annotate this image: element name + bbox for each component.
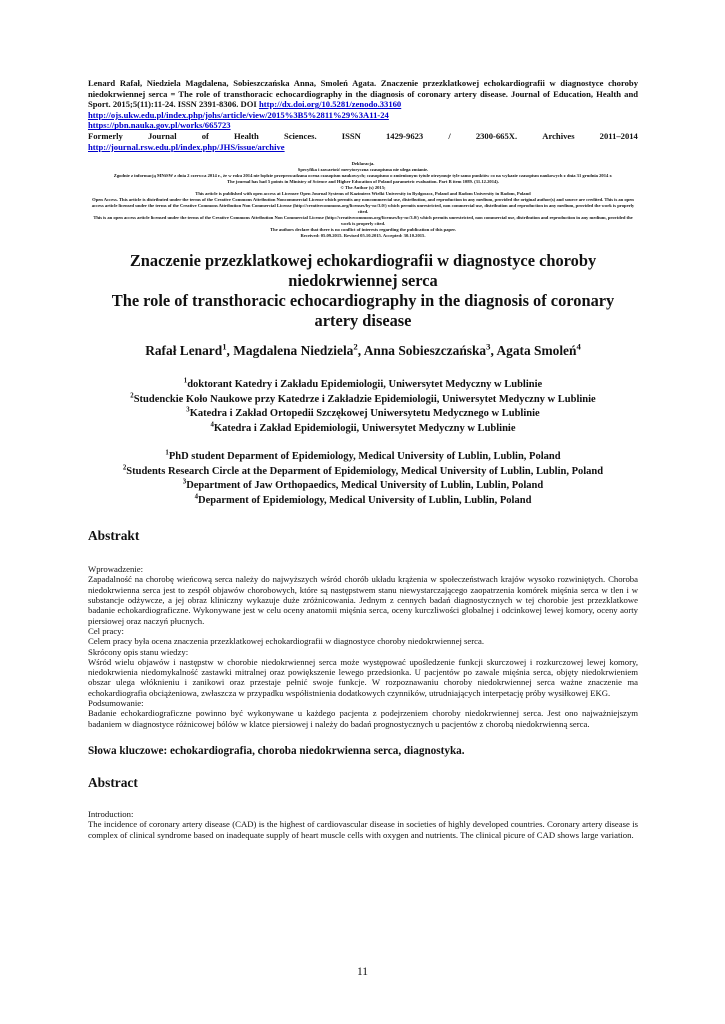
affiliation-text: Studenckie Koło Naukowe przy Katedrze i Zakładzie Epidemiologii, Uniwersytet Medyczny w Lublinie (133, 393, 596, 405)
abstract-paragraph: Wprowadzenie: (88, 564, 143, 575)
abstract-paragraph: Introduction: (88, 808, 134, 819)
affiliation-text: Katedra i Zakład Epidemiologii, Uniwersytet Medyczny w Lublinie (213, 422, 516, 434)
affiliation-text: Katedra i Zakład Ortopedii Szczękowej Uniwersytetu Medycznego w Lublinie (189, 408, 540, 420)
declaration-line: Deklaracja. (351, 161, 375, 167)
pbn-link[interactable]: https://pbn.nauka.gov.pl/works/665723 (88, 120, 231, 131)
formerly-word: ISSN (341, 130, 361, 141)
abstract-paragraph: Podsumowanie: (88, 698, 144, 709)
affiliation-text: Deparment of Epidemiology, Medical University of Lublin, Lublin, Poland (198, 494, 532, 506)
abstract-paragraph: Wśród wielu objawów i następstw w chorobie niedokrwiennej serca może występować upośledzenie funkcji skurczowej i rozkurczowej lewej komory, niedokrwienia niedomykalność zastawki mitralnej oraz powiększenie lewego przedsionka. U pacjentów po zawale mięśnia serca, objęty niedokrwieniem obszar ulega włóknieniu i zanikowi oraz przestaje pełnić swoje funkcje. W rozpoznawaniu choroby niedokrwiennej serca ważne znaczenie ma echokardiografia obciążeniowa, zwłaszcza w przypadku współistnienia dodatkowych czynników, utrudniających interpetację próby wysiłkowej EKG. (88, 656, 638, 698)
affiliation-text: doktorant Katedry i Zakładu Epidemiologii, Uniwersytet Medyczny w Lublinie (187, 379, 543, 391)
citation-block (88, 78, 638, 152)
formerly-word: Archives (542, 130, 575, 141)
author-name: Magdalena Niedziela (233, 343, 354, 359)
formerly-word: of (201, 130, 209, 141)
affiliation-line (88, 422, 638, 437)
declaration-block (88, 161, 638, 239)
formerly-word: Formerly (88, 130, 123, 141)
affiliation-line (88, 479, 638, 494)
affiliation-line (88, 378, 638, 393)
formerly-line (88, 131, 638, 142)
declaration-line: This article is published with open access at Licensee Open Journal Systems of Kazimierz Wielki University in Bydgoszcz, Poland and Radom University in Radom, Poland (195, 191, 531, 197)
affiliation-text: Students Research Circle at the Deparment of Epidemiology, Medical University of Lublin, Lublin, Poland (126, 465, 604, 477)
page-content (88, 78, 638, 840)
affiliation-number: 2 (122, 464, 127, 472)
author-affiliation-number: 3 (486, 341, 491, 352)
article-title (88, 251, 638, 331)
affiliation-line (88, 393, 638, 408)
ojs-link[interactable]: http://ojs.ukw.edu.pl/index.php/johs/article/view/2015%3B5%2811%29%3A11-24 (88, 109, 389, 120)
declaration-line: Open Access. This article is distributed under the terms of the Creative Commons Attribution Noncommercial License which permits any noncommercial use, distribution, and reproduction in any medium, provided the original author(s) and source are credited. This is an open access article licensed under the terms of the Creative Commons Attribution Non Commercial License (http://creativecommons.org/licenses/by-nc/3.0/) which permits unrestricted, non commercial use, distribution and reproduction in any medium, provided the work is properly cited. (91, 197, 635, 215)
declaration-line: This is an open access article licensed under the terms of the Creative Commons Attribution Non Commercial License (http://creativecommons.org/licenses/by-nc/3.0/) which permits unrestricted, non commercial use, distribution and reproduction in any medium, provided the work is properly cited. (93, 215, 633, 227)
abstract-paragraph: The incidence of coronary artery disease (CAD) is the highest of cardiovascular disease in societies of highly developed countries. Coronary artery disease is complex of clinical syndrome based on inadequate supply of heart muscle cells with oxygen and nutrients. The clinical picure of CAD shows large variation. (88, 819, 638, 840)
author-separator: , (490, 343, 497, 359)
abstract-paragraph: Cel pracy: (88, 625, 124, 636)
formerly-word: 1429-9623 (385, 130, 424, 141)
declaration-line: Zgodnie z informacją MNiSW z dnia 2 czerwca 2014 r., że w roku 2014 nie będzie przeprowadzana ocena czasopism naukowych; czasopismo o zmienionym tytule otrzymuje tyle samo punktów co na wykazie czasopism naukowych z dnia 31 grudnia 2014 r. (113, 173, 613, 179)
declaration-line: Received: 05.09.2015. Revised 05.10.2015. Accepted: 30.10.2015. (300, 233, 426, 239)
title-polish: Znaczenie przezklatkowej echokardiografii w diagnostyce choroby niedokrwiennej serca (129, 251, 597, 291)
affiliation-text: PhD student Deparment of Epidemiology, Medical University of Lublin, Lublin, Poland (168, 451, 561, 463)
author-separator: , (357, 343, 364, 359)
affiliation-number: 4 (194, 493, 198, 501)
abstract-body (88, 809, 638, 840)
abstract-paragraph: Skrócony opis stanu wiedzy: (88, 646, 189, 657)
formerly-word: Health (234, 130, 259, 141)
formerly-word: Sciences. (283, 130, 317, 141)
affiliation-line (88, 465, 638, 480)
affiliation-number: 4 (210, 421, 214, 429)
archive-link[interactable]: http://journal.rsw.edu.pl/index.php/JHS/issue/archive (88, 141, 285, 152)
author-list (88, 343, 638, 359)
author-affiliation-number: 4 (576, 341, 581, 352)
doi-link[interactable]: http://dx.doi.org/10.5281/zenodo.33160 (258, 99, 402, 110)
affiliation-line (88, 450, 638, 465)
author-affiliation-number: 1 (222, 341, 227, 352)
affiliation-number: 1 (183, 377, 188, 385)
citation-text: Lenard Rafał, Niedziela Magdalena, Sobieszczańska Anna, Smoleń Agata. Znaczenie przezklatkowej echokardiografii w diagnostyce choroby niedokrwiennej serca = The role of transthoracic echocardiography in the diagnosis of coronary artery disease. Journal of Education, Health and Sport. 2015;5(11):11-24. ISSN 2391-8306. DOI (88, 78, 638, 110)
abstrakt-heading: Abstrakt (88, 528, 140, 544)
formerly-word: / (448, 130, 451, 141)
page-number: 11 (356, 966, 369, 978)
affiliations-polish (88, 378, 638, 436)
abstract-paragraph: Zapadalność na chorobę wieńcową serca należy do najwyższych wśród chorób układu krążenia w społeczeństwach krajów wysoko rozwiniętych. Choroba niedokrwienna serca jest to zespół objawów chorobowych, które są następstwem stanu niewystarczającego zaopatrzenia komórek mięśnia serca w tlen i w substancje odżywcze, a jej obraz kliniczny wykazuje duże zróżnicowania. Jednym z cennych badań diagnostycznych w tej chorobie jest przezklatkowe badanie echokardiograficzne. Wykonywane jest w celu oceny anatomii mięśnia serca, oceny kurczliwości globalnej i odcinkowej lewej komory, oceny aorty piersiowej oraz naczyń płucnych. (88, 574, 638, 626)
abstract-heading: Abstract (88, 774, 138, 790)
affiliation-number: 1 (165, 449, 169, 457)
declaration-line: Specyfika i zawartość merytoryczna czasopisma nie ulega zmianie. (297, 167, 429, 173)
author-separator: , (226, 343, 234, 359)
affiliation-text: Department of Jaw Orthopaedics, Medical University of Lublin, Lublin, Poland (186, 480, 544, 492)
formerly-word: Journal (147, 130, 177, 141)
declaration-line: The journal has had 5 points in Ministry of Science and Higher Education of Poland parametric evaluation. Part B item 1089. (31.12.2014). (227, 179, 499, 185)
author-affiliation-number: 2 (353, 341, 358, 352)
author-name: Rafał Lenard (145, 343, 223, 359)
author-name: Anna Sobieszczańska (363, 343, 487, 359)
formerly-word: 2300-665X. (475, 130, 518, 141)
abstract-paragraph: Celem pracy była ocena znaczenia przezklatkowej echokardiografii w diagnostyce choroby niedokrwiennej serca. (88, 636, 485, 647)
formerly-word: 2011–2014 (599, 130, 638, 141)
affiliation-number: 3 (186, 406, 190, 414)
declaration-line: The authors declare that there is no conflict of interests regarding the publication of this paper. (270, 227, 456, 233)
abstract-paragraph: Badanie echokardiograficzne powinno być wykonywane u każdego pacjenta z podejrzeniem choroby niedokrwiennej serca. Jest ono najważniejszym badaniem w diagnostyce różnicowej bólów w klatce piersiowej i należy do badań prognostycznych u pacjentów z chorobą niedokrwienną serca. (88, 708, 638, 729)
title-english: The role of transthoracic echocardiography in the diagnosis of coronary artery disease (111, 291, 615, 331)
affiliations-english (88, 450, 638, 508)
author-name: Agata Smoleń (496, 343, 577, 359)
declaration-line: © The Author (s) 2015; (340, 185, 386, 191)
affiliation-number: 3 (182, 478, 187, 486)
abstrakt-body (88, 564, 638, 729)
affiliation-number: 2 (130, 392, 134, 400)
keywords: Słowa kluczowe: echokardiografia, choroba niedokrwienna serca, diagnostyka. (88, 744, 465, 757)
affiliation-line (88, 494, 638, 509)
affiliation-line (88, 407, 638, 422)
